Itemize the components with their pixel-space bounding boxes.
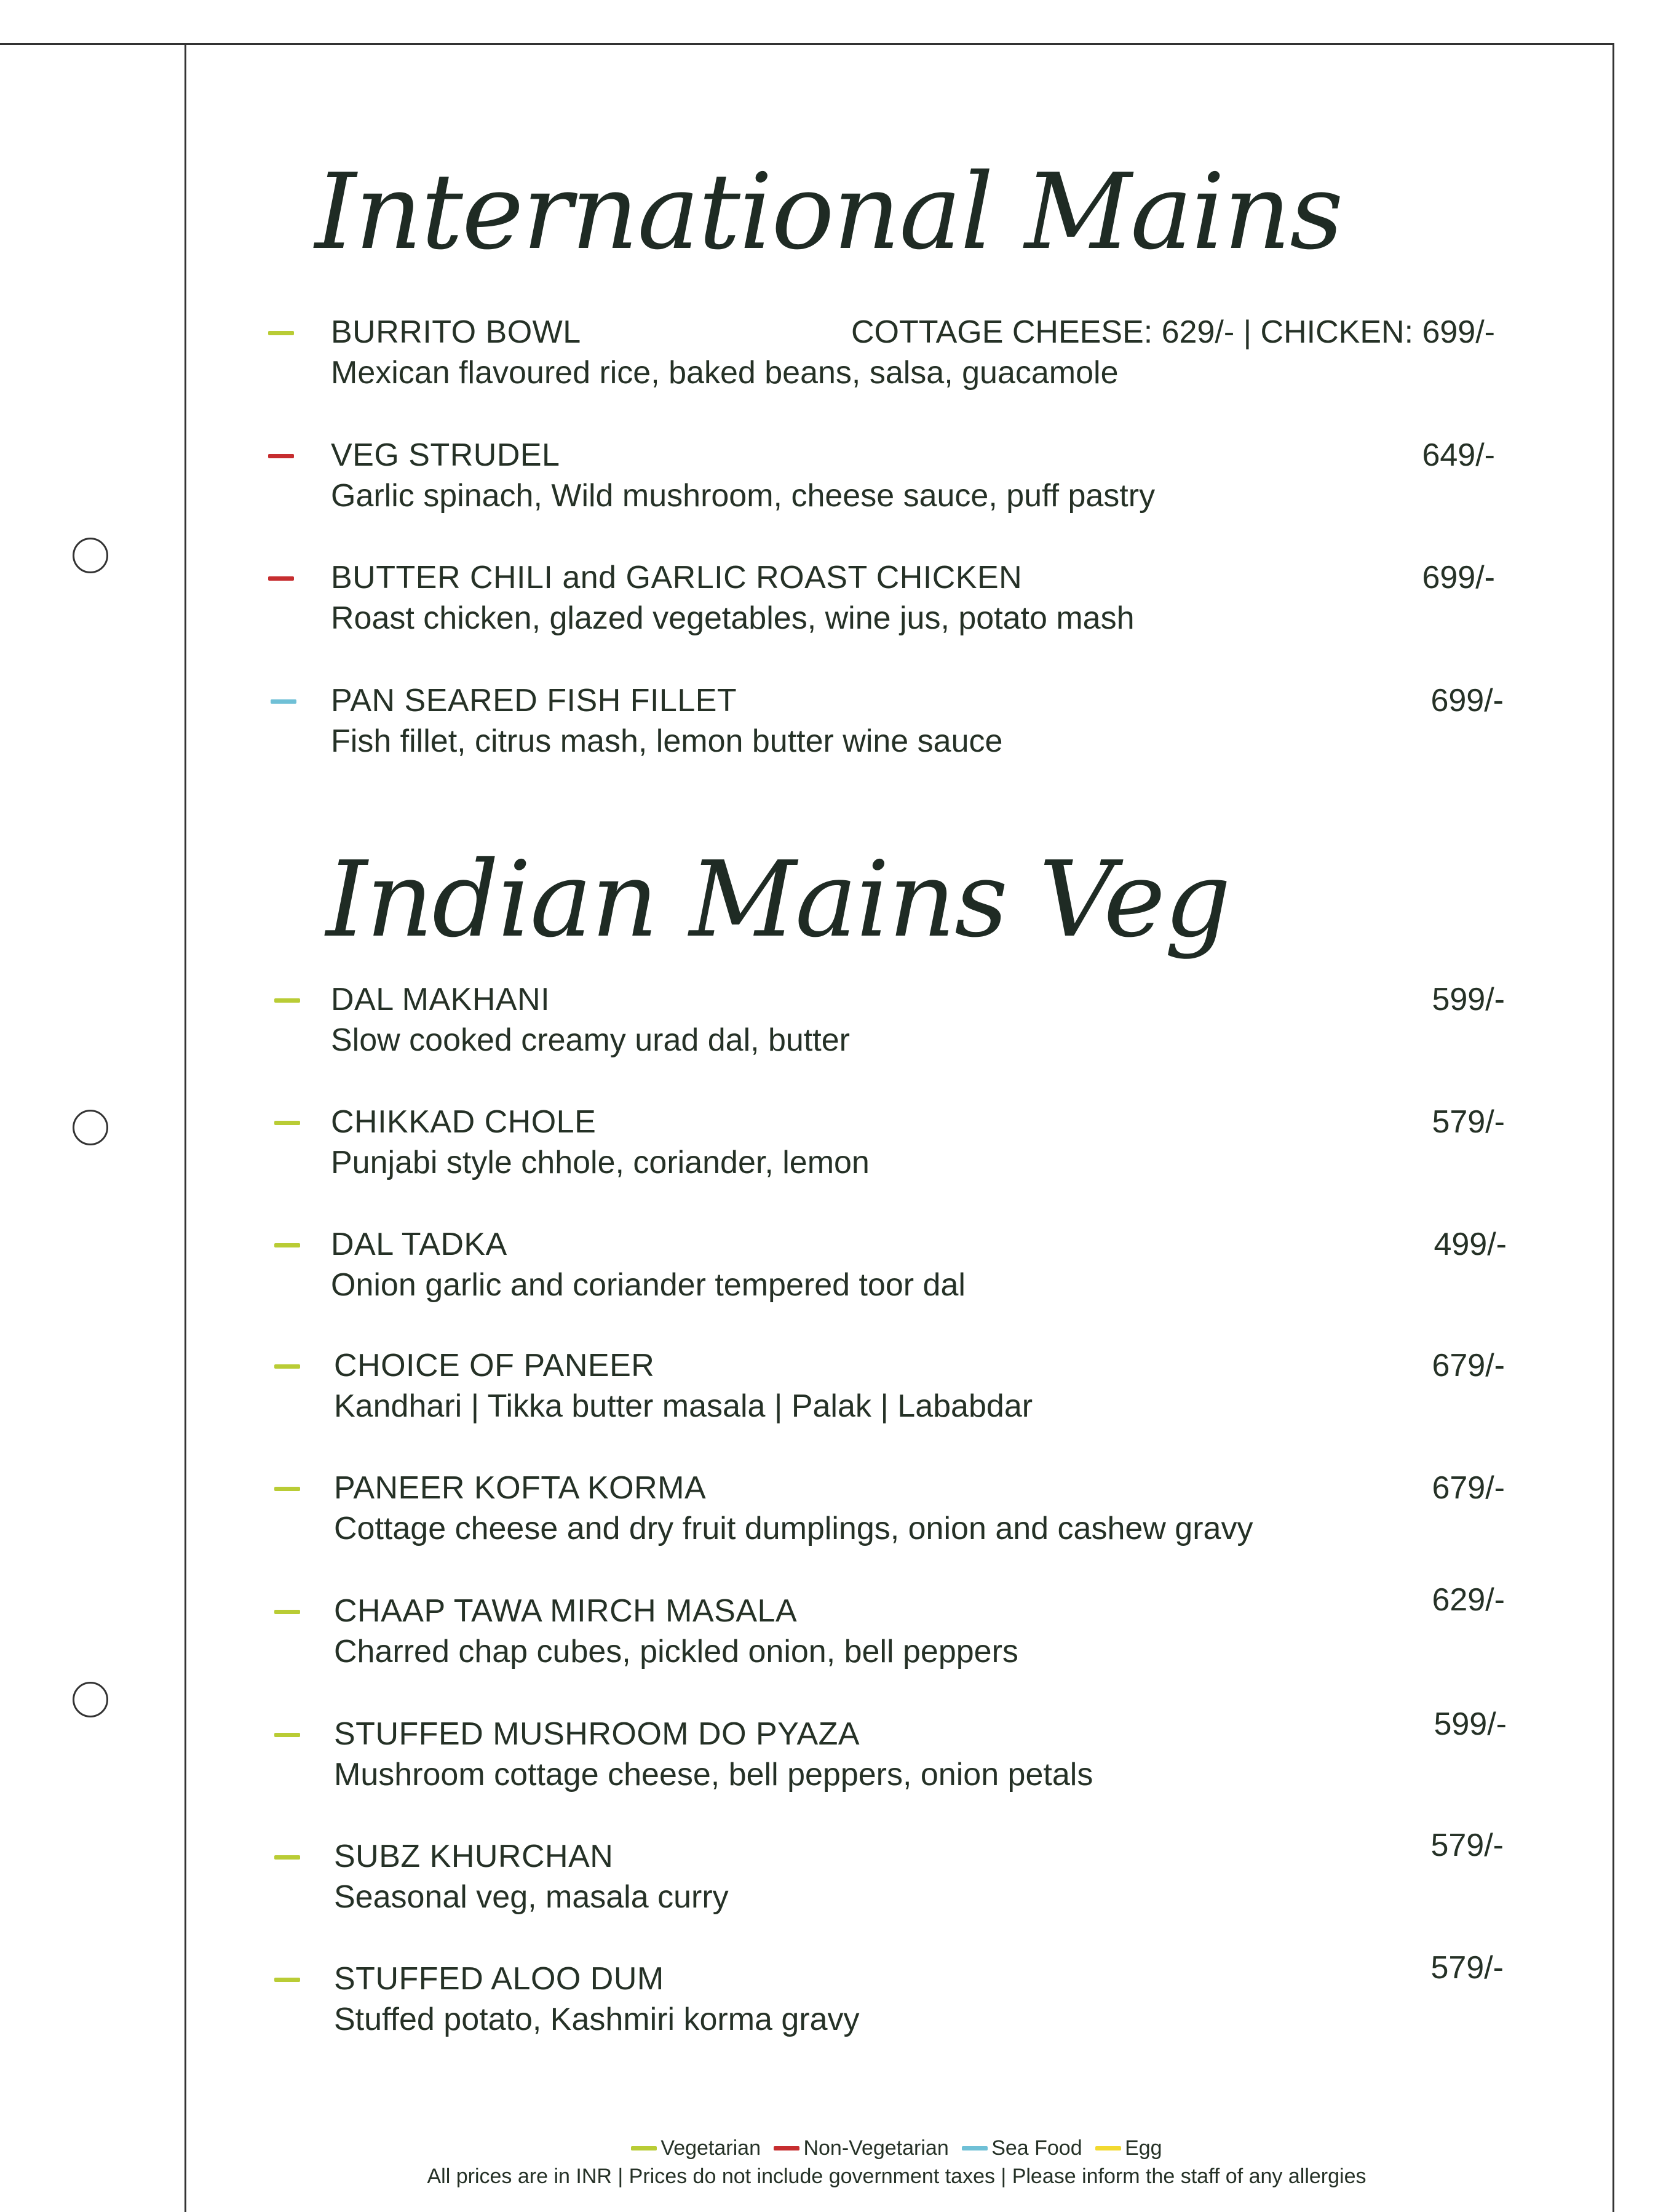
item-name: STUFFED ALOO DUM [334, 1961, 664, 1997]
legend-egg [1095, 2134, 1162, 2162]
item-description: Kandhari | Tikka butter masala | Palak | Lababdar [334, 1388, 1033, 1424]
veg-marker [274, 1855, 300, 1860]
nonveg-marker [268, 454, 294, 458]
item-description: Slow cooked creamy urad dal, butter [331, 1022, 850, 1058]
menu-item [0, 1346, 1614, 1444]
item-name: SUBZ KHURCHAN [334, 1839, 614, 1874]
item-price: COTTAGE CHEESE: 629/- | CHICKEN: 699/- [851, 314, 1495, 350]
item-description: Fish fillet, citrus mash, lemon butter wine sauce [331, 723, 1003, 759]
item-description: Charred chap cubes, pickled onion, bell peppers [334, 1634, 1018, 1669]
menu-item [0, 1102, 1614, 1201]
item-description: Garlic spinach, Wild mushroom, cheese sauce, puff pastry [331, 478, 1156, 514]
item-price: 699/- [1422, 560, 1495, 595]
menu-item [0, 1582, 1614, 1690]
item-price: 579/- [1430, 1950, 1504, 1986]
section-title-indian-mains-veg: Indian Mains Veg [326, 839, 1230, 961]
item-name: BURRITO BOWL [331, 314, 581, 350]
veg-swatch [631, 2146, 657, 2150]
veg-marker [274, 1978, 300, 1982]
item-name: CHOICE OF PANEER [334, 1348, 655, 1383]
nonveg-marker [268, 576, 294, 581]
item-name: STUFFED MUSHROOM DO PYAZA [334, 1716, 860, 1752]
item-name: PANEER KOFTA KORMA [334, 1470, 707, 1506]
item-name: PAN SEARED FISH FILLET [331, 683, 737, 718]
veg-marker [274, 1121, 300, 1125]
legend-veg-label: Vegetarian [660, 2136, 761, 2160]
dietary-legend [0, 2134, 1658, 2162]
legend-veg [631, 2134, 761, 2162]
menu-item [0, 1828, 1614, 1935]
item-price: 579/- [1430, 1828, 1504, 1863]
item-name: DAL TADKA [331, 1227, 507, 1262]
item-name: DAL MAKHANI [331, 982, 550, 1017]
item-description: Cottage cheese and dry fruit dumplings, onion and cashew gravy [334, 1511, 1253, 1546]
menu-item [0, 558, 1614, 656]
item-price: 649/- [1422, 437, 1495, 473]
veg-marker [274, 1487, 300, 1491]
menu-item [0, 1950, 1614, 2058]
menu-item [0, 312, 1614, 411]
item-name: BUTTER CHILI and GARLIC ROAST CHICKEN [331, 560, 1023, 595]
item-price: 499/- [1434, 1227, 1507, 1262]
item-description: Mushroom cottage cheese, bell peppers, onion petals [334, 1757, 1093, 1792]
item-price: 579/- [1432, 1104, 1505, 1140]
item-price: 629/- [1432, 1582, 1505, 1618]
item-price: 599/- [1432, 982, 1505, 1017]
seafood-swatch [962, 2146, 988, 2150]
item-description: Punjabi style chhole, coriander, lemon [331, 1145, 870, 1180]
nonveg-swatch [774, 2146, 799, 2150]
veg-marker [268, 331, 294, 335]
menu-item [0, 1468, 1614, 1567]
item-name: CHIKKAD CHOLE [331, 1104, 597, 1140]
seafood-marker [271, 699, 296, 704]
item-price: 679/- [1432, 1348, 1505, 1383]
legend-nonveg-label: Non-Vegetarian [803, 2136, 949, 2160]
veg-marker [274, 1364, 300, 1369]
price-disclaimer: All prices are in INR | Prices do not include government taxes | Please inform the staff of any allergies [427, 2165, 1366, 2188]
item-name: CHAAP TAWA MIRCH MASALA [334, 1593, 798, 1629]
legend-seafood-label: Sea Food [991, 2136, 1082, 2160]
legend-nonveg [774, 2134, 948, 2162]
section-title-international-mains: International Mains [315, 151, 1343, 273]
menu-item [0, 436, 1614, 534]
item-description: Mexican flavoured rice, baked beans, salsa, guacamole [331, 355, 1119, 391]
veg-marker [274, 998, 300, 1003]
item-description: Roast chicken, glazed vegetables, wine jus, potato mash [331, 600, 1135, 636]
menu-item [0, 980, 1614, 1078]
legend-egg-label: Egg [1125, 2136, 1162, 2160]
veg-marker [274, 1610, 300, 1614]
menu-item [0, 1225, 1614, 1323]
item-price: 599/- [1434, 1706, 1507, 1742]
item-name: VEG STRUDEL [331, 437, 560, 473]
menu-item [0, 1706, 1614, 1813]
egg-swatch [1095, 2146, 1121, 2150]
item-description: Onion garlic and coriander tempered toor dal [331, 1267, 966, 1303]
item-price: 679/- [1432, 1470, 1505, 1506]
legend-seafood [962, 2134, 1082, 2162]
menu-item [0, 681, 1614, 779]
item-price: 699/- [1430, 683, 1504, 718]
item-description: Stuffed potato, Kashmiri korma gravy [334, 2002, 860, 2037]
veg-marker [274, 1243, 300, 1247]
item-description: Seasonal veg, masala curry [334, 1879, 729, 1915]
veg-marker [274, 1733, 300, 1737]
